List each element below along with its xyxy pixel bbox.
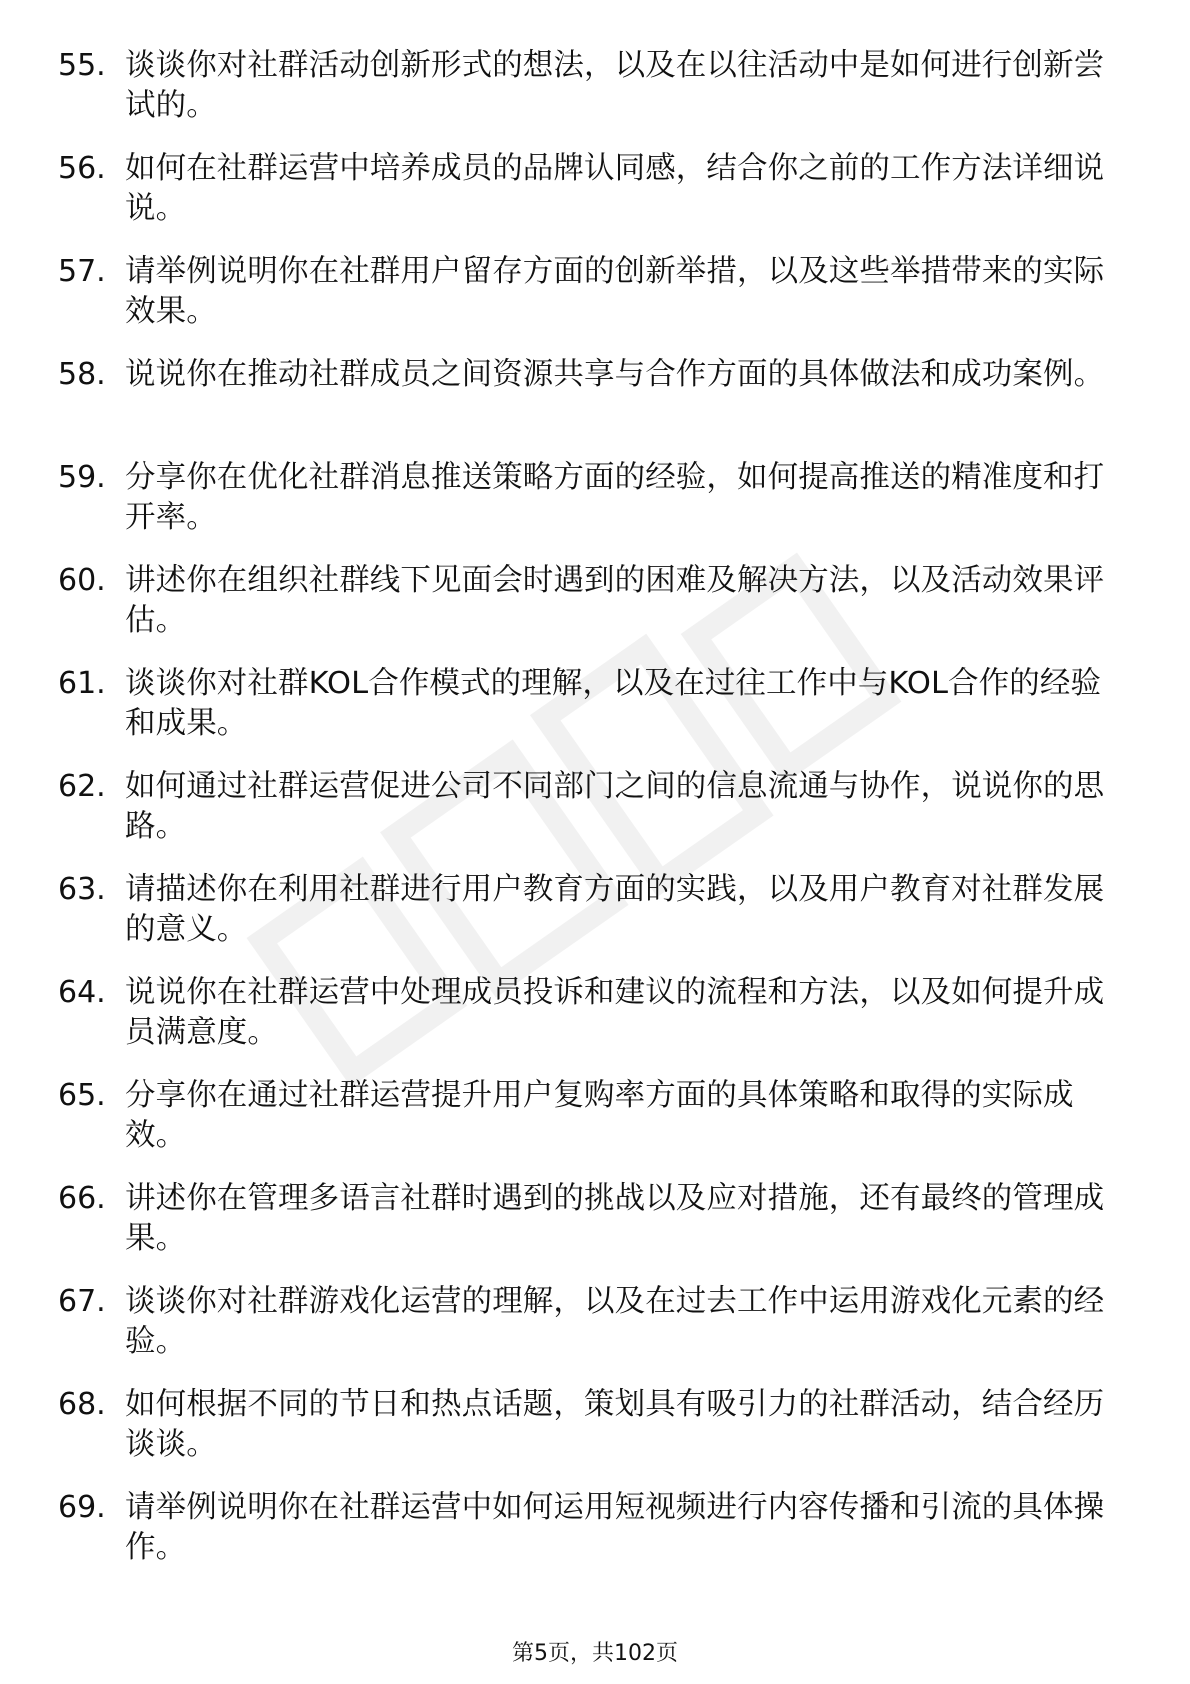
question-item (58, 767, 1118, 870)
question-list (58, 46, 1118, 1591)
question-item (58, 561, 1118, 664)
question-text: 说说你在社群运营中处理成员投诉和建议的流程和方法，以及如何提升成员满意度。 (125, 975, 1105, 1050)
question-number: 68. (58, 1387, 106, 1422)
question-item (58, 1385, 1118, 1488)
question-text: 如何在社群运营中培养成员的品牌认同感，结合你之前的工作方法详细说说。 (125, 151, 1105, 226)
question-text: 如何根据不同的节日和热点话题，策划具有吸引力的社群活动，结合经历谈谈。 (125, 1387, 1105, 1462)
question-text: 分享你在优化社群消息推送策略方面的经验，如何提高推送的精准度和打开率。 (125, 460, 1105, 535)
question-number: 69. (58, 1490, 106, 1525)
question-item (58, 458, 1118, 561)
question-number: 64. (58, 975, 106, 1010)
question-item (58, 1488, 1118, 1591)
question-item (58, 1282, 1118, 1385)
page-number: 第5页，共102页 (512, 1641, 678, 1666)
question-item (58, 355, 1118, 458)
question-text: 如何通过社群运营促进公司不同部门之间的信息流通与协作，说说你的思路。 (125, 769, 1105, 844)
question-item (58, 252, 1118, 355)
question-number: 55. (58, 48, 106, 83)
question-number: 59. (58, 460, 106, 495)
question-item (58, 149, 1118, 252)
question-text: 谈谈你对社群活动创新形式的想法，以及在以往活动中是如何进行创新尝试的。 (125, 48, 1105, 123)
question-text: 谈谈你对社群KOL合作模式的理解，以及在过往工作中与KOL合作的经验和成果。 (125, 666, 1102, 741)
question-text: 谈谈你对社群游戏化运营的理解，以及在过去工作中运用游戏化元素的经验。 (125, 1284, 1105, 1359)
question-item (58, 1179, 1118, 1282)
question-text: 分享你在通过社群运营提升用户复购率方面的具体策略和取得的实际成效。 (125, 1078, 1074, 1153)
question-text: 请举例说明你在社群运营中如何运用短视频进行内容传播和引流的具体操作。 (125, 1490, 1105, 1565)
question-number: 57. (58, 254, 106, 289)
question-number: 56. (58, 151, 106, 186)
question-text: 讲述你在组织社群线下见面会时遇到的困难及解决方法，以及活动效果评估。 (125, 563, 1105, 638)
question-text: 请描述你在利用社群进行用户教育方面的实践，以及用户教育对社群发展的意义。 (125, 872, 1105, 947)
question-number: 66. (58, 1181, 106, 1216)
question-text: 讲述你在管理多语言社群时遇到的挑战以及应对措施，还有最终的管理成果。 (125, 1181, 1105, 1256)
question-item (58, 870, 1118, 973)
question-item (58, 1076, 1118, 1179)
question-item (58, 664, 1118, 767)
question-text: 说说你在推动社群成员之间资源共享与合作方面的具体做法和成功案例。 (125, 357, 1105, 392)
question-number: 60. (58, 563, 106, 598)
question-item (58, 46, 1118, 149)
question-number: 65. (58, 1078, 106, 1113)
question-text: 请举例说明你在社群用户留存方面的创新举措，以及这些举措带来的实际效果。 (125, 254, 1105, 329)
question-number: 61. (58, 666, 106, 701)
question-number: 67. (58, 1284, 106, 1319)
question-number: 58. (58, 357, 106, 392)
question-number: 63. (58, 872, 106, 907)
question-number: 62. (58, 769, 106, 804)
question-item (58, 973, 1118, 1076)
